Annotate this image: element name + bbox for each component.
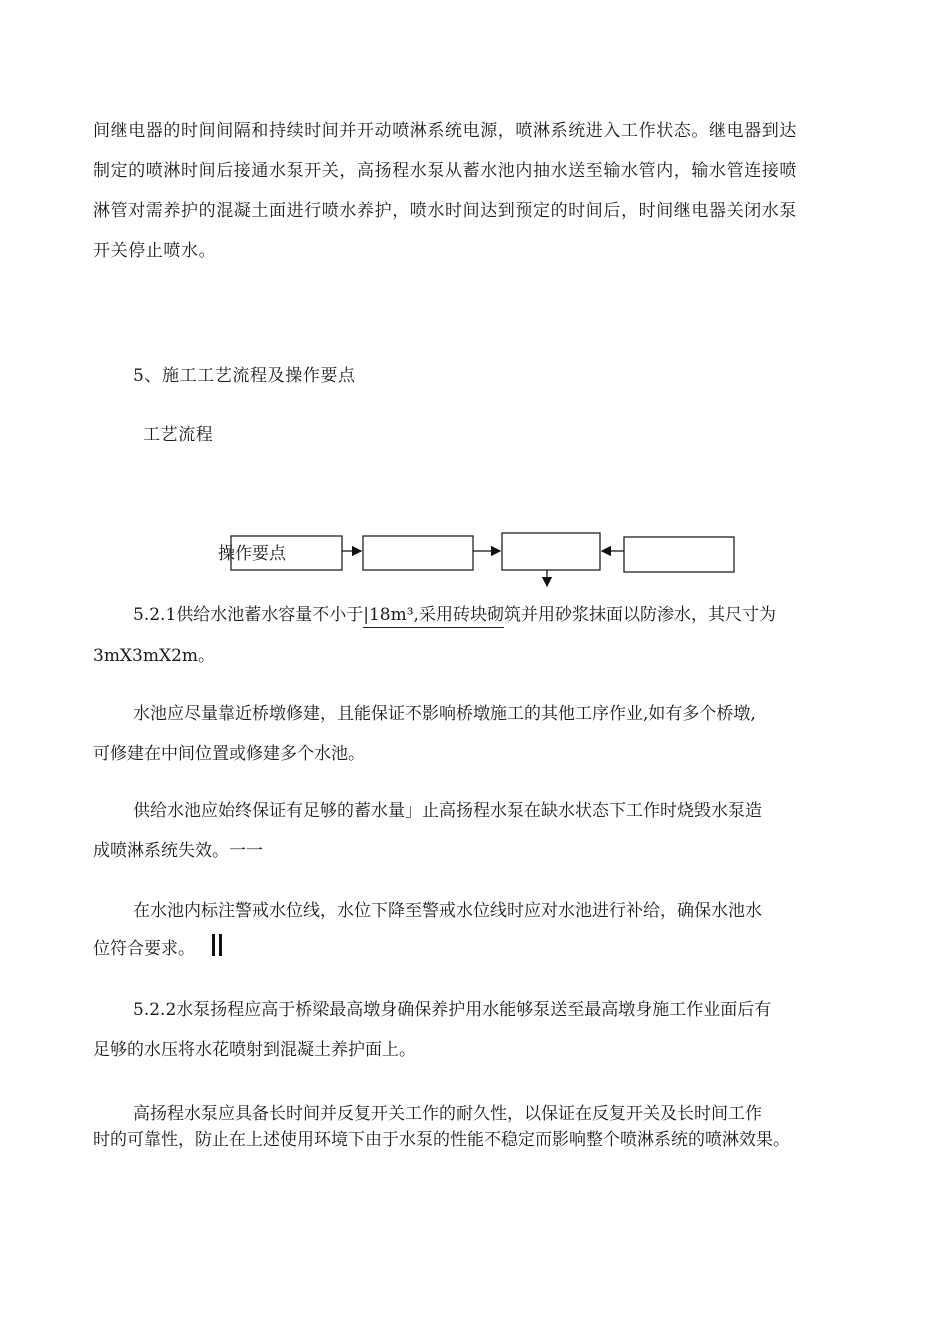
paragraph-warning-line-2: 位符合要求。 <box>93 939 195 959</box>
flow-box-3 <box>502 533 600 570</box>
section-heading: 5、施工工艺流程及操作要点 <box>133 366 356 386</box>
paragraph-522-line-2: 足够的水压将水花喷射到混凝土养护面上。 <box>93 1040 416 1060</box>
paragraph-522-line-1: 5.2.2水泵扬程应高于桥梁最高墩身确保养护用水能够泵送至最高墩身施工作业面后有 <box>133 1000 772 1020</box>
margin-mark-bar <box>212 934 215 956</box>
paragraph-pump-line-1: 高扬程水泵应具备长时间并反复开关工作的耐久性，以保证在反复开关及长时间工作 <box>133 1104 762 1124</box>
flow-box-2 <box>363 536 473 570</box>
paragraph-521-marked: |18m³,采用砖块砌 <box>363 605 504 625</box>
paragraph-1-line-1: 间继电器的时间间隔和持续时间并开动喷淋系统电源，喷淋系统进入工作状态。继电器到达 <box>93 121 797 141</box>
paragraph-1-line-2: 制定的喷淋时间后接通水泵开关，高扬程水泵从蓄水池内抽水送至输水管内，输水管连接喷 <box>93 161 797 181</box>
paragraph-pump-line-2: 时的可靠性，防止在上述使用环境下由于水泵的性能不稳定而影响整个喷淋系统的喷淋效果。 <box>93 1130 790 1150</box>
paragraph-521-line-1 <box>133 604 776 626</box>
paragraph-pool-line-1: 水池应尽量靠近桥墩修建，且能保证不影响桥墩施工的其他工序作业,如有多个桥墩, <box>133 704 756 724</box>
paragraph-warning-line-1: 在水池内标注警戒水位线，水位下降至警戒水位线时应对水池进行补给，确保水池水 <box>133 901 762 921</box>
paragraph-1-line-4: 开关停止喷水。 <box>93 241 217 261</box>
flow-box-4 <box>624 537 734 572</box>
paragraph-supply-line-1: 供给水池应始终保证有足够的蓄水量」止高扬程水泵在缺水状态下工作时烧毁水泵造 <box>133 801 762 821</box>
paragraph-521-line-2: 3mX3mX2m。 <box>93 646 216 666</box>
paragraph-521-suffix: 筑并用砂浆抹面以防渗水，其尺寸为 <box>503 605 776 625</box>
paragraph-1-line-3: 淋管对需养护的混凝土面进行喷水养护，喷水时间达到预定的时间后，时间继电器关闭水泵 <box>93 201 797 221</box>
paragraph-pool-line-2: 可修建在中间位置或修建多个水池。 <box>93 744 365 764</box>
margin-mark-bar <box>219 934 222 956</box>
paragraph-521-prefix: 5.2.1供给水池蓄水容量不小于 <box>133 605 364 625</box>
operation-points-label: 操作要点 <box>218 544 286 564</box>
process-flow-subheading: 工艺流程 <box>143 425 214 445</box>
paragraph-supply-line-2: 成喷淋系统失效。一一 <box>93 841 263 861</box>
